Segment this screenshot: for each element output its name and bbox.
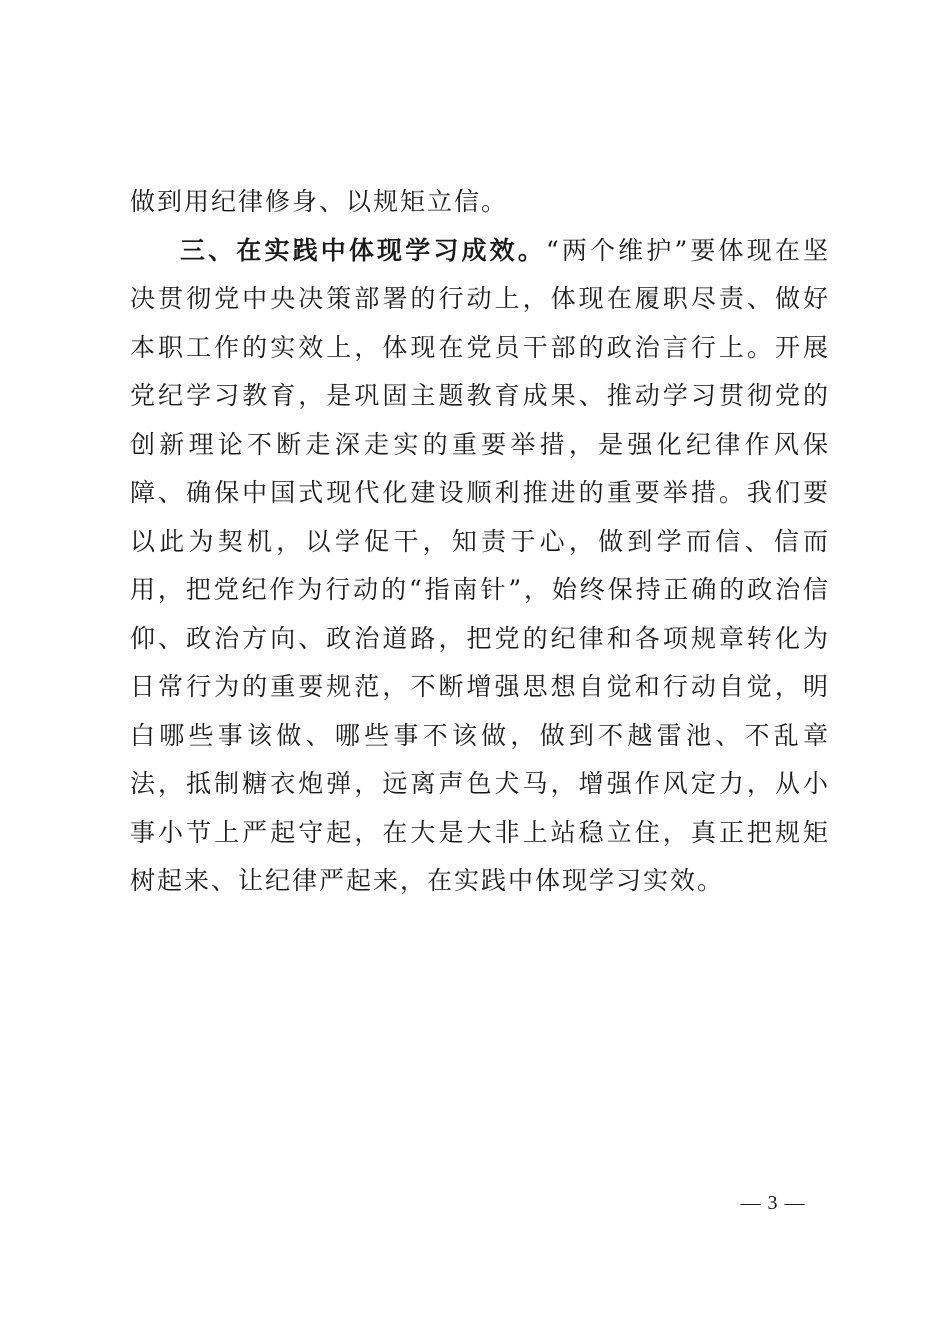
- section-heading: 三、在实践中体现学习成效。: [180, 235, 546, 265]
- continuation-paragraph: 做到用纪律修身、以规矩立信。: [130, 187, 509, 216]
- section-three-paragraph: [130, 227, 830, 906]
- section-body-text: “两个维护”要体现在坚决贯彻党中央决策部署的行动上，体现在履职尽责、做好本职工作的实效上，体现在党员干部的政治言行上。开展党纪学习教育，是巩固主题教育成果、推动学习贯彻党的创新理论不断走深走实的重要举措，是强化纪律作风保障、确保中国式现代化建设顺利推进的重要举措。我们要以此为契机，以学促干，知责于心，做到学而信、信而用，把党纪作为行动的“指南针”，始终保持正确的政治信仰、政治方向、政治道路，把党的纪律和各项规章转化为日常行为的重要规范，不断增强思想自觉和行动自觉，明白哪些事该做、哪些事不该做，做到不越雷池、不乱章法，抵制糖衣炮弹，远离声色犬马，增强作风定力，从小事小节上严起守起，在大是大非上站稳立住，真正把规矩树起来、让纪律严起来，在实践中体现学习实效。: [130, 235, 830, 895]
- page-number: — 3 —: [740, 1192, 806, 1214]
- document-body: [130, 178, 830, 906]
